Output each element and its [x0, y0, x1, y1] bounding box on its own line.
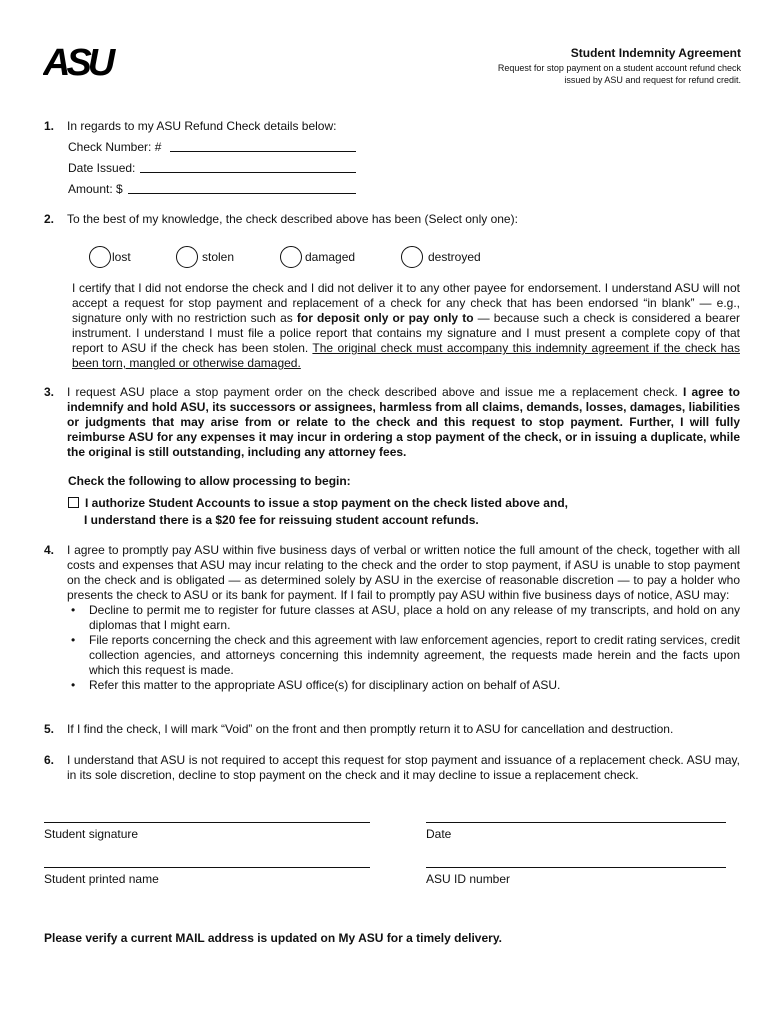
- radio-damaged-label: damaged: [305, 250, 356, 264]
- asu-id-label: ASU ID number: [426, 872, 511, 886]
- check-number-field[interactable]: [170, 151, 356, 152]
- authorize-line-2: I understand there is a $20 fee for reissuing student account refunds.: [84, 513, 479, 527]
- date-line[interactable]: [426, 822, 726, 823]
- item-5-text: If I find the check, I will mark “Void” on the front and then promptly return it to ASU for cancellation and destruction.: [67, 722, 674, 736]
- item-3-text: [67, 385, 740, 460]
- item-4-bullets: [67, 603, 740, 693]
- amount-field[interactable]: [128, 193, 356, 194]
- item-2-certification: [72, 281, 740, 371]
- item-6-number: 6.: [44, 753, 55, 767]
- radio-lost[interactable]: [89, 246, 111, 268]
- subtitle-line-1: Request for stop payment on a student account refund check: [497, 63, 741, 73]
- certify-text-underline: The original check must accompany this indemnity agreement if the check has been torn, mangled or otherwise damaged.: [72, 341, 740, 370]
- date-issued-label: Date Issued:: [68, 161, 136, 175]
- asu-id-line[interactable]: [426, 867, 726, 868]
- printed-name-label: Student printed name: [44, 872, 159, 886]
- subtitle-line-2: issued by ASU and request for refund credit.: [564, 75, 741, 85]
- item-3-text-a: I request ASU place a stop payment order on the check described above and issue me a replacement check.: [67, 385, 683, 399]
- list-item: • Refer this matter to the appropriate ASU office(s) for disciplinary action on behalf of ASU.: [67, 678, 740, 693]
- item-3-number: 3.: [44, 385, 55, 399]
- certify-text-a: I certify that I did not endorse the check and I did not deliver it to any other payee for endorsement. I understand ASU will not accept a request for stop payment and replacement of a check for any check that has been endorsed “in blank” — e.g., signature only with no restriction such as: [72, 281, 740, 325]
- radio-destroyed[interactable]: [401, 246, 423, 268]
- item-6-text: I understand that ASU is not required to accept this request for stop payment and issuance of a replacement check. ASU may, in its sole discretion, decline to stop payment on the check and it may decline to issue a replacement check.: [67, 753, 740, 782]
- date-issued-field[interactable]: [140, 172, 356, 173]
- authorize-checkbox[interactable]: [68, 497, 79, 508]
- item-3-text-bold: I agree to indemnify and hold ASU, its successors or assignees, harmless from all claims, demands, losses, damages, liabilities or judgments that may arise from or relate to the check and this request to stop payment. Further, I will fully reimburse ASU for any expenses it may incur in ordering a stop payment of the check, or in issuing a duplicate, while the original is still outstanding, including any attorney fees.: [67, 385, 740, 459]
- radio-stolen[interactable]: [176, 246, 198, 268]
- certify-text-bold: for deposit only or pay only to: [296, 311, 474, 325]
- authorize-line-1: [68, 496, 568, 511]
- amount-label: Amount: $: [68, 182, 123, 196]
- asu-logo-text: ASU: [43, 42, 112, 78]
- radio-destroyed-label: destroyed: [428, 250, 481, 264]
- asu-logo: [43, 42, 123, 78]
- authorize-text-1: I authorize Student Accounts to issue a stop payment on the check listed above and,: [85, 496, 568, 510]
- item-2-intro: To the best of my knowledge, the check described above has been (Select only one):: [67, 212, 518, 226]
- radio-stolen-label: stolen: [202, 250, 235, 264]
- document-subtitle: [441, 62, 741, 86]
- list-item: • File reports concerning the check and this agreement with law enforcement agencies, report to credit rating services, credit collection agencies, and attorneys concerning this indemnity agreement, the requests made herein and the facts upon which this request is made.: [67, 633, 740, 678]
- certify-text-b: — because such a check is considered a bearer instrument. I understand I must file a police report that contains my signature and I must present a complete copy of that report to ASU if the check has been stolen.: [72, 311, 740, 355]
- item-1-intro: In regards to my ASU Refund Check details below:: [67, 119, 337, 133]
- printed-name-line[interactable]: [44, 867, 370, 868]
- document-title: Student Indemnity Agreement: [570, 46, 741, 60]
- radio-lost-label: lost: [112, 250, 131, 264]
- item-4-text: [67, 543, 740, 693]
- check-number-label: Check Number: #: [68, 140, 162, 154]
- date-label: Date: [426, 827, 452, 841]
- radio-damaged[interactable]: [280, 246, 302, 268]
- list-item: • Decline to permit me to register for future classes at ASU, place a hold on any release of my transcripts, and hold on any diplomas that I might earn.: [67, 603, 740, 633]
- item-1-number: 1.: [44, 119, 55, 133]
- item-5-number: 5.: [44, 722, 55, 736]
- footer-note: Please verify a current MAIL address is updated on My ASU for a timely delivery.: [44, 931, 502, 945]
- item-2-number: 2.: [44, 212, 55, 226]
- item-4-intro: I agree to promptly pay ASU within five business days of verbal or written notice the full amount of the check, together with all costs and expenses that ASU may incur relating to the check and the order to stop payment, if ASU is unable to stop payment on the check and is obligated — as determined solely by ASU in the exercise of reasonable discretion — to pay a holder who presents the check to ASU or its bank for payment. If I fail to promptly pay ASU within five business days of notice, ASU may:: [67, 543, 740, 602]
- student-signature-line[interactable]: [44, 822, 370, 823]
- check-following-heading: Check the following to allow processing to begin:: [68, 474, 351, 488]
- item-4-number: 4.: [44, 543, 55, 557]
- student-signature-label: Student signature: [44, 827, 139, 841]
